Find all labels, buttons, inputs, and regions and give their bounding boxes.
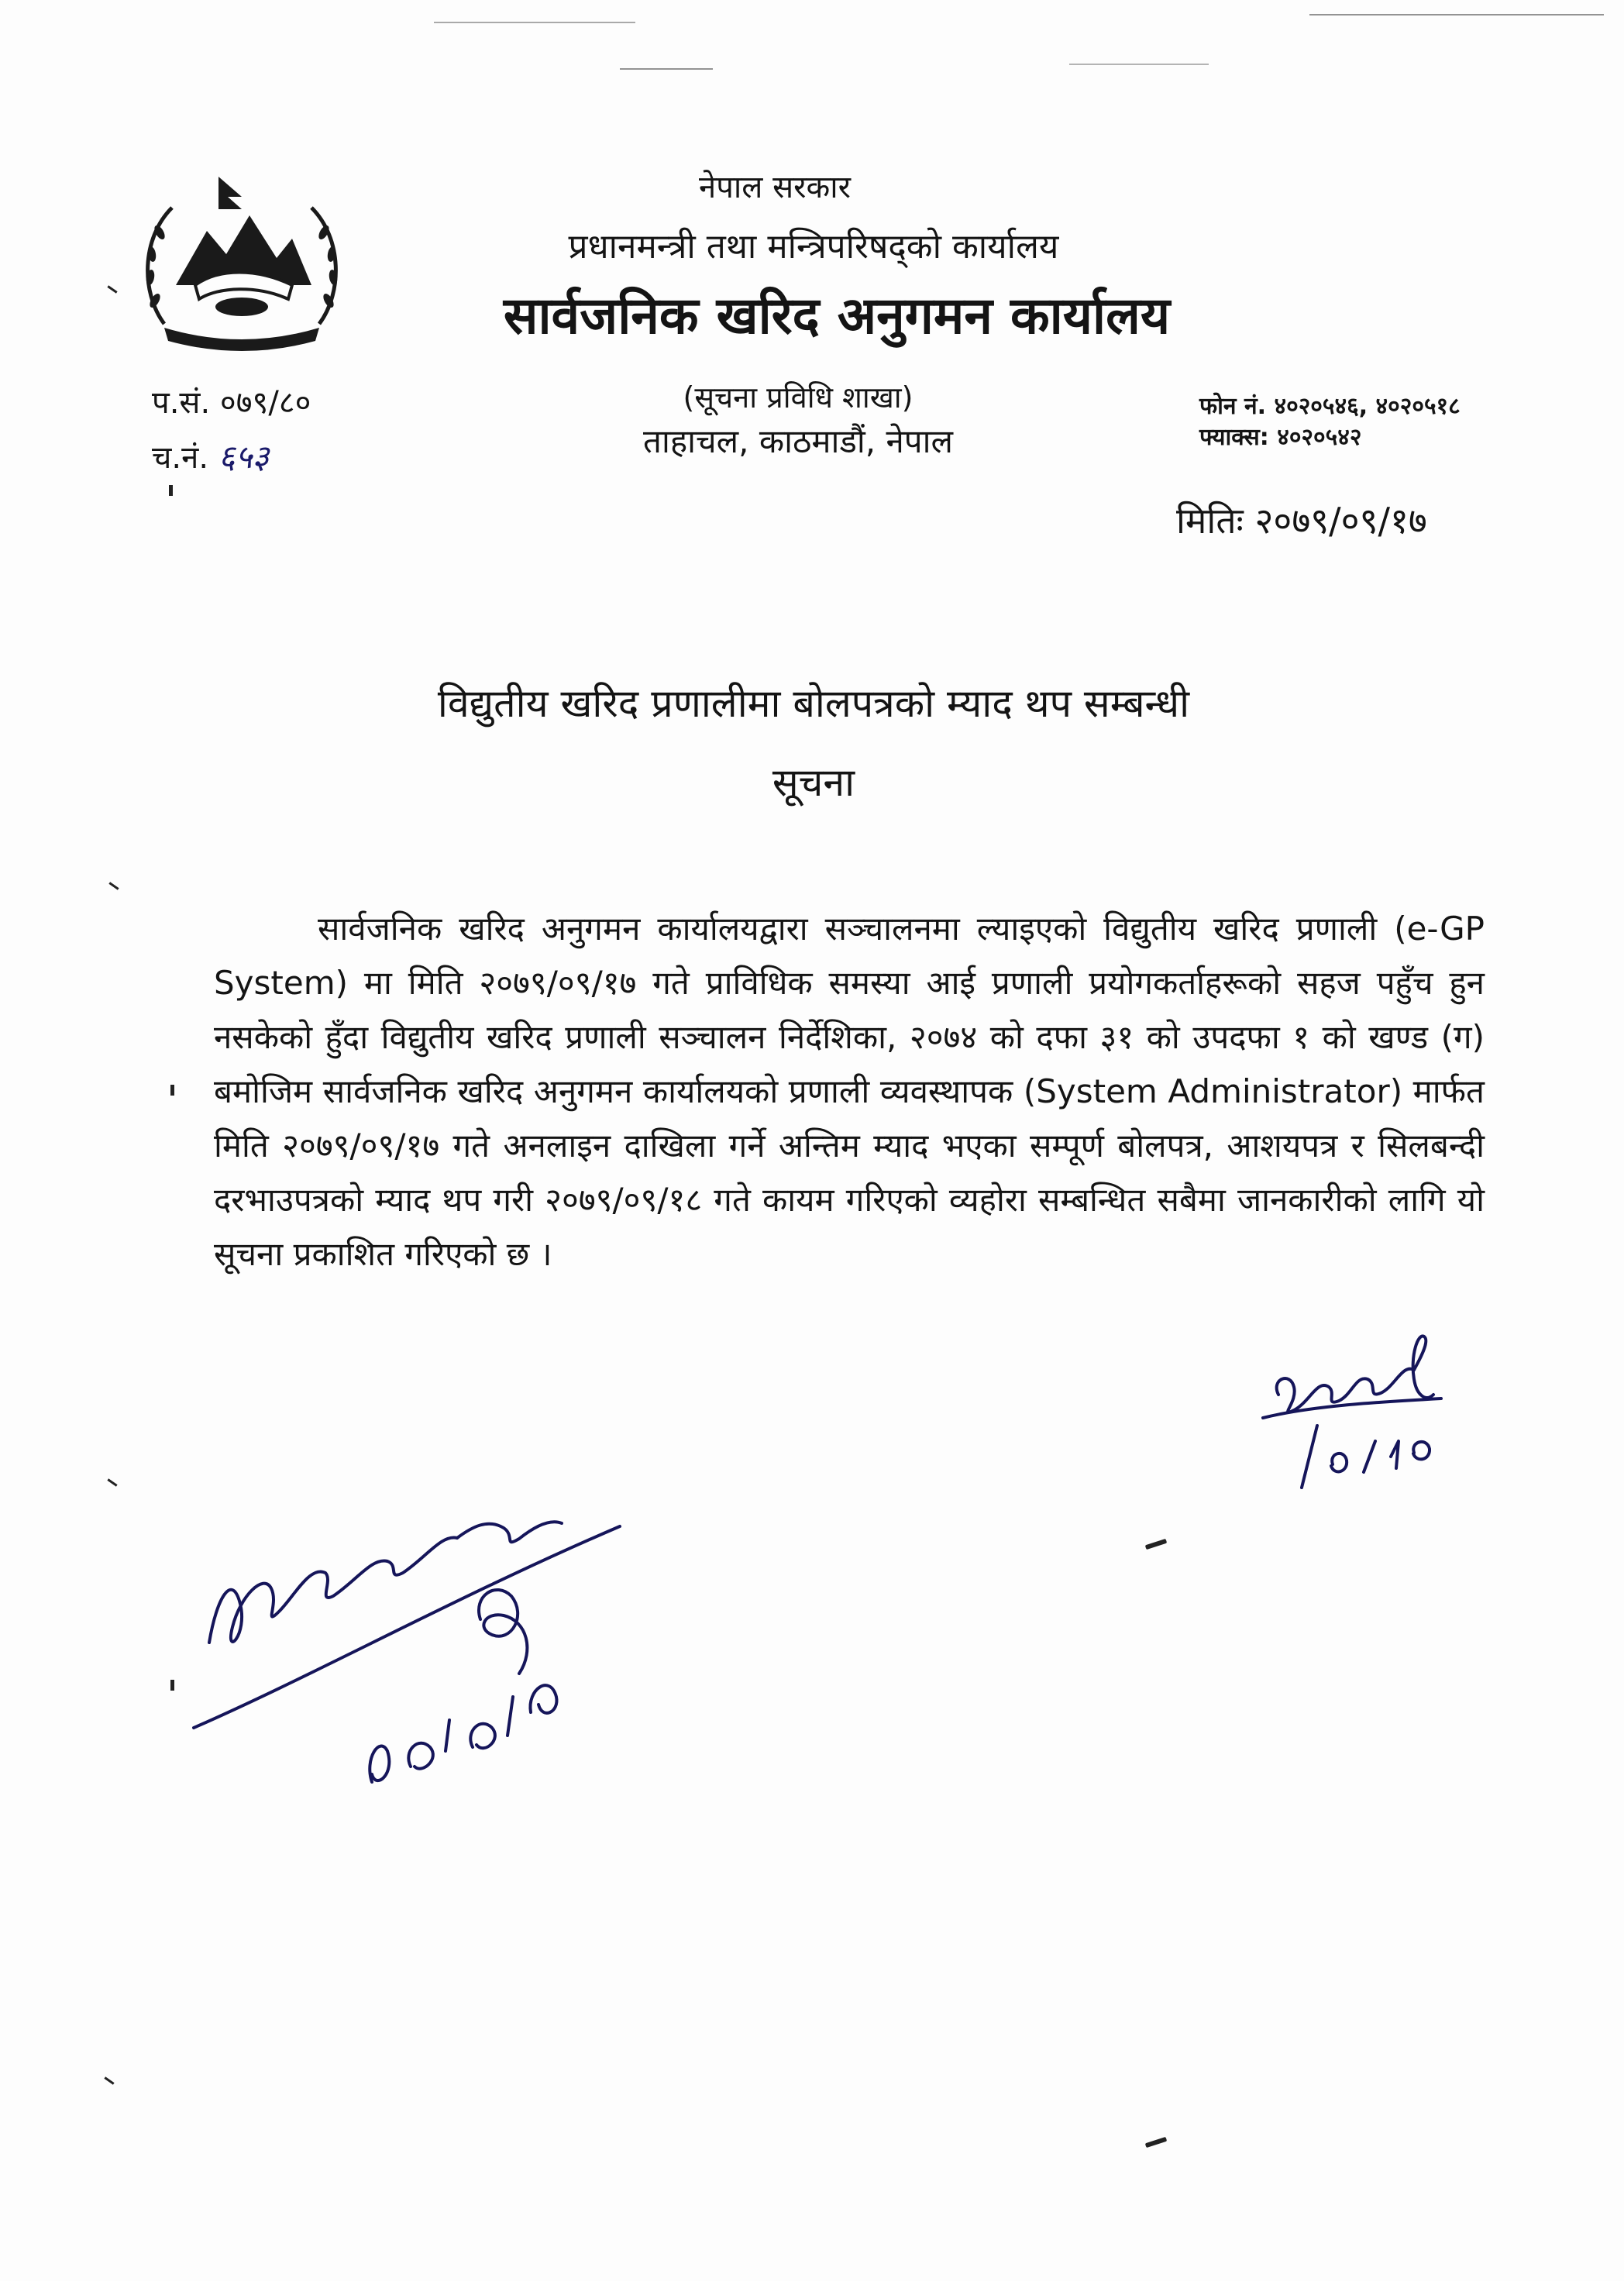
left-signature-image (178, 1441, 767, 1813)
section-heading: (सूचना प्रविधि शाखा) (683, 380, 914, 415)
scan-artifact-speck (1145, 1539, 1167, 1550)
phone-number (1199, 389, 1461, 421)
letter-number-value: ०७९/८० (219, 385, 311, 421)
notice-title: विद्युतीय खरिद प्रणालीमा बोलपत्रको म्याद थप सम्बन्धी (437, 681, 1190, 726)
scan-artifact-line (1069, 64, 1209, 65)
dispatch-number-value: ६५३ (218, 438, 270, 476)
scan-artifact-mark (107, 1478, 117, 1486)
phone-value: ४०२०५४६, ४०२०५१८ (1274, 393, 1461, 420)
notice-body: सार्वजनिक खरिद अनुगमन कार्यालयद्वारा सञ्चालनमा ल्याइएको विद्युतीय खरिद प्रणाली (e-GP System) मा मिति २०७९/०९/१७ गते प्राविधिक समस्या आई प्रणाली प्रयोगकर्ताहरूको सहज पहुँच हुन नसकेको हुँदा विद्युतीय खरिद प्रणाली सञ्चालन निर्देशिका, २०७४ को दफा ३१ को उपदफा १ को खण्ड (ग) बमोजिम सार्वजनिक खरिद अनुगमन कार्यालयको प्रणाली व्यवस्थापक (System Administrator) मार्फत मिति २०७९/०९/१७ गते अनलाइन दाखिला गर्ने अन्तिम म्याद भएका सम्पूर्ण बोलपत्र, आशयपत्र र सिलबन्दी दरभाउपत्रको म्याद थप गरी २०७९/०९/१८ गते कायम गरिएको व्यहोरा सम्बन्धित सबैमा जानकारीको लागि यो सूचना प्रकाशित गरिएको छ । (214, 910, 1485, 1273)
office-address: ताहाचल, काठमाडौं, नेपाल (643, 422, 953, 460)
scan-artifact-line (620, 68, 713, 70)
scan-artifact-mark (169, 485, 173, 496)
scan-artifact-mark (170, 1680, 174, 1691)
scan-artifact-mark (108, 882, 119, 889)
date-label: मितिः (1176, 500, 1244, 542)
scan-artifact-line (1309, 14, 1604, 15)
ministry-heading: प्रधानमन्त्री तथा मन्त्रिपरिषद्को कार्यालय (568, 227, 1059, 267)
dispatch-number-label: च.नं. (152, 440, 209, 476)
fax-value: ४०२०५४२ (1277, 424, 1362, 451)
fax-label: फ्याक्स: (1199, 424, 1269, 451)
scan-artifact-mark (107, 285, 117, 293)
scan-artifact-mark (170, 1085, 174, 1096)
nepal-government-emblem-icon (133, 169, 350, 355)
office-heading: सार्वजनिक खरिद अनुगमन कार्यालय (503, 286, 1171, 346)
notice-subtitle: सूचना (772, 760, 855, 805)
dispatch-number (152, 434, 269, 478)
letter-date (1176, 496, 1427, 544)
right-signature-image (1247, 1333, 1480, 1519)
scan-artifact-line (434, 22, 635, 23)
scan-artifact-mark (104, 2076, 114, 2084)
phone-label: फोन नं. (1199, 393, 1267, 420)
letter-number (152, 380, 311, 422)
date-value: २०७९/०९/१७ (1254, 500, 1427, 542)
fax-number (1199, 420, 1361, 452)
government-heading: नेपाल सरकार (699, 170, 851, 205)
letter-number-label: प.सं. (152, 385, 211, 421)
scan-artifact-speck (1145, 2137, 1167, 2148)
